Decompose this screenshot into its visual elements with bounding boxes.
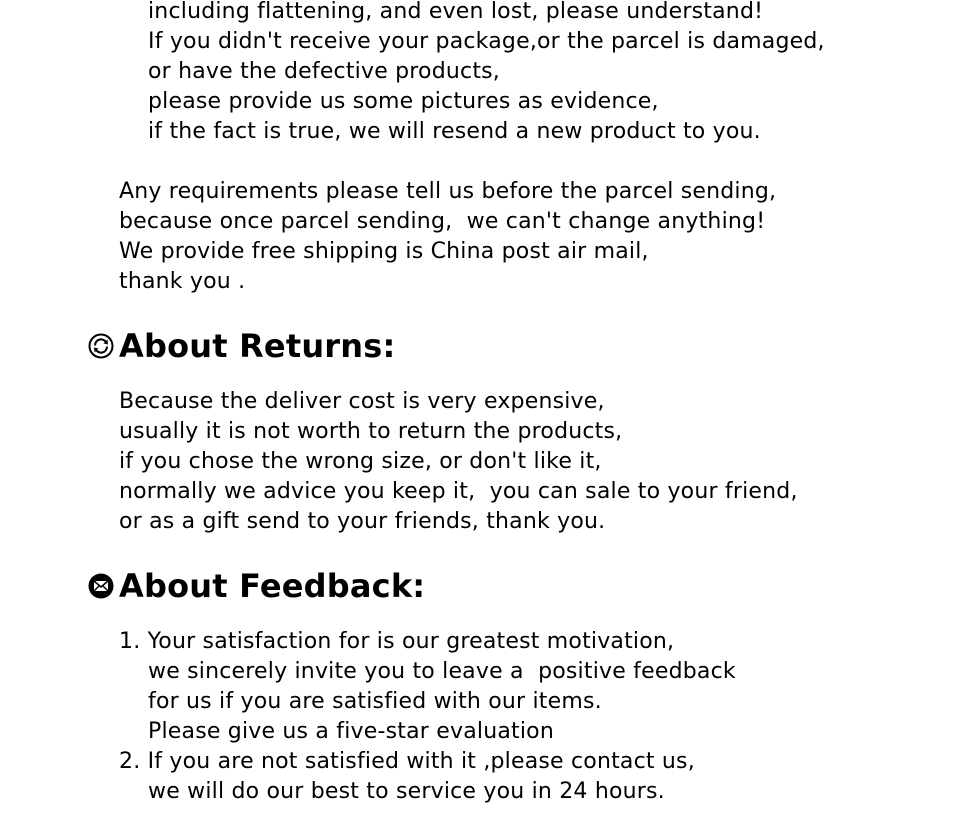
shipping-line: please provide us some pictures as evidence,: [148, 89, 659, 114]
shipping-line: including flattening, and even lost, please understand!: [148, 0, 764, 24]
shipping-line: if the fact is true, we will resend a new product to you.: [148, 119, 761, 144]
feedback-line: 1. Your satisfaction for is our greatest motivation,: [119, 629, 675, 654]
shipping-line: If you didn't receive your package,or the parcel is damaged,: [148, 29, 825, 54]
returns-title: About Returns:: [119, 327, 396, 365]
requirements-line: Any requirements please tell us before the parcel sending,: [119, 179, 777, 204]
requirements-line: because once parcel sending, we can't change anything!: [119, 209, 766, 234]
requirements-line: thank you .: [119, 269, 246, 294]
feedback-line: we sincerely invite you to leave a positive feedback: [148, 659, 736, 684]
feedback-line: Please give us a five-star evaluation: [148, 719, 554, 744]
shipping-line: or have the defective products,: [148, 59, 501, 84]
envelope-circle-icon: [88, 573, 114, 599]
returns-line: Because the deliver cost is very expensive,: [119, 389, 605, 414]
returns-line: usually it is not worth to return the products,: [119, 419, 623, 444]
returns-line: normally we advice you keep it, you can sale to your friend,: [119, 479, 798, 504]
feedback-line: 2. If you are not satisfied with it ,please contact us,: [119, 749, 695, 774]
feedback-title: About Feedback:: [119, 567, 426, 605]
recycle-circle-icon: [88, 333, 114, 359]
returns-line: if you chose the wrong size, or don't like it,: [119, 449, 602, 474]
feedback-line: we will do our best to service you in 24 hours.: [148, 779, 665, 804]
returns-line: or as a gift send to your friends, thank you.: [119, 509, 606, 534]
requirements-line: We provide free shipping is China post air mail,: [119, 239, 649, 264]
feedback-line: for us if you are satisfied with our items.: [148, 689, 602, 714]
